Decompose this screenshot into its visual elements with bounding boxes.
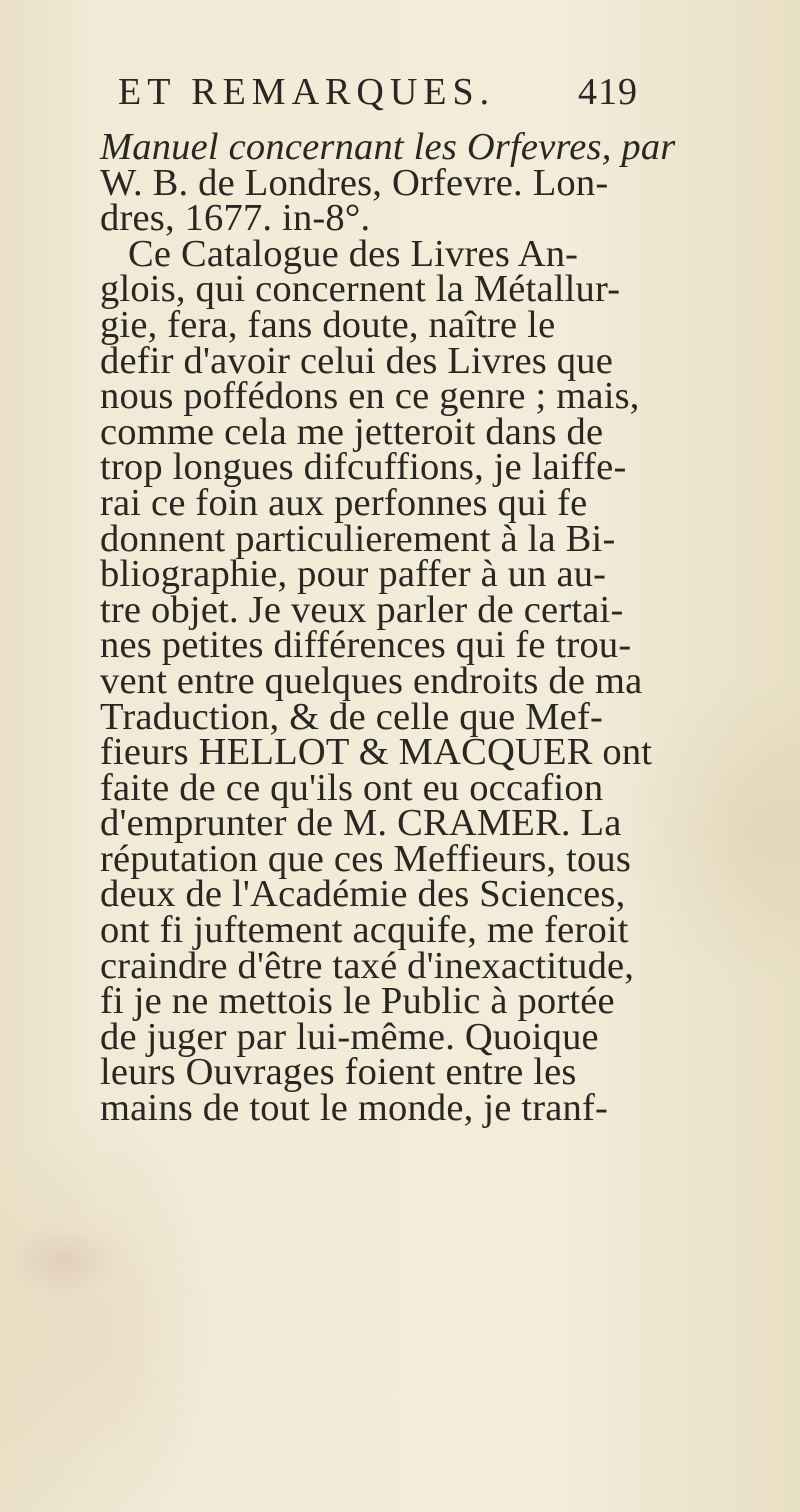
text-line: craindre d'être taxé d'inexactitude, <box>100 944 635 987</box>
page-number: 419 <box>578 71 638 113</box>
running-title <box>118 70 495 114</box>
text-line: donnent particulierement à la Bi- <box>100 517 616 560</box>
text-line: ont fi juftement acquife, me feroit <box>100 909 629 952</box>
page-header <box>118 70 638 130</box>
text-line: comme cela me jetteroit dans de <box>100 410 604 453</box>
text-line: defir d'avoir celui des Livres que <box>100 339 613 382</box>
text-line: fi je ne mettois le Public à portée <box>100 980 615 1023</box>
text-line: glois, qui concernent la Métallur- <box>100 268 621 311</box>
text-line: de juger par lui-même. Quoique <box>100 1015 599 1058</box>
text-line: deux de l'Académie des Sciences, <box>100 873 626 916</box>
text-line: Ce Catalogue des Livres An- <box>128 232 579 275</box>
text-line: réputation que ces Meffieurs, tous <box>100 837 632 880</box>
paper-stain <box>10 1225 120 1295</box>
running-title-text: ET REMARQUES. <box>118 71 496 113</box>
text-line: fieurs HELLOT & MACQUER ont <box>100 731 653 774</box>
text-line: nous poffédons en ce genre ; mais, <box>100 375 640 418</box>
text-line: d'emprunter de M. CRAMER. La <box>100 802 622 845</box>
text-line: mains de tout le monde, je tranf- <box>100 1087 609 1130</box>
text-line: nes petites différences qui fe trou- <box>100 624 632 667</box>
body-text <box>100 126 676 1130</box>
text-line: gie, fera, fans doute, naître le <box>100 303 556 346</box>
text-line: tre objet. Je veux parler de certai- <box>100 588 624 631</box>
text-line: dres, 1677. in-8°. <box>100 197 371 240</box>
text-line: leurs Ouvrages foient entre les <box>100 1051 577 1094</box>
text-line: vent entre quelques endroits de ma <box>100 659 643 702</box>
text-line: Traduction, & de celle que Mef- <box>100 695 603 738</box>
text-line: bliographie, pour paffer à un au- <box>100 553 607 596</box>
text-line: faite de ce qu'ils ont eu occafion <box>100 766 604 809</box>
text-line: W. B. de Londres, Orfevre. Lon- <box>100 161 609 204</box>
text-line: rai ce foin aux perfonnes qui fe <box>100 481 588 524</box>
text-line: trop longues difcuffions, je laiffe- <box>100 446 627 489</box>
text-line: Manuel concernant les Orfevres, par <box>100 126 676 168</box>
